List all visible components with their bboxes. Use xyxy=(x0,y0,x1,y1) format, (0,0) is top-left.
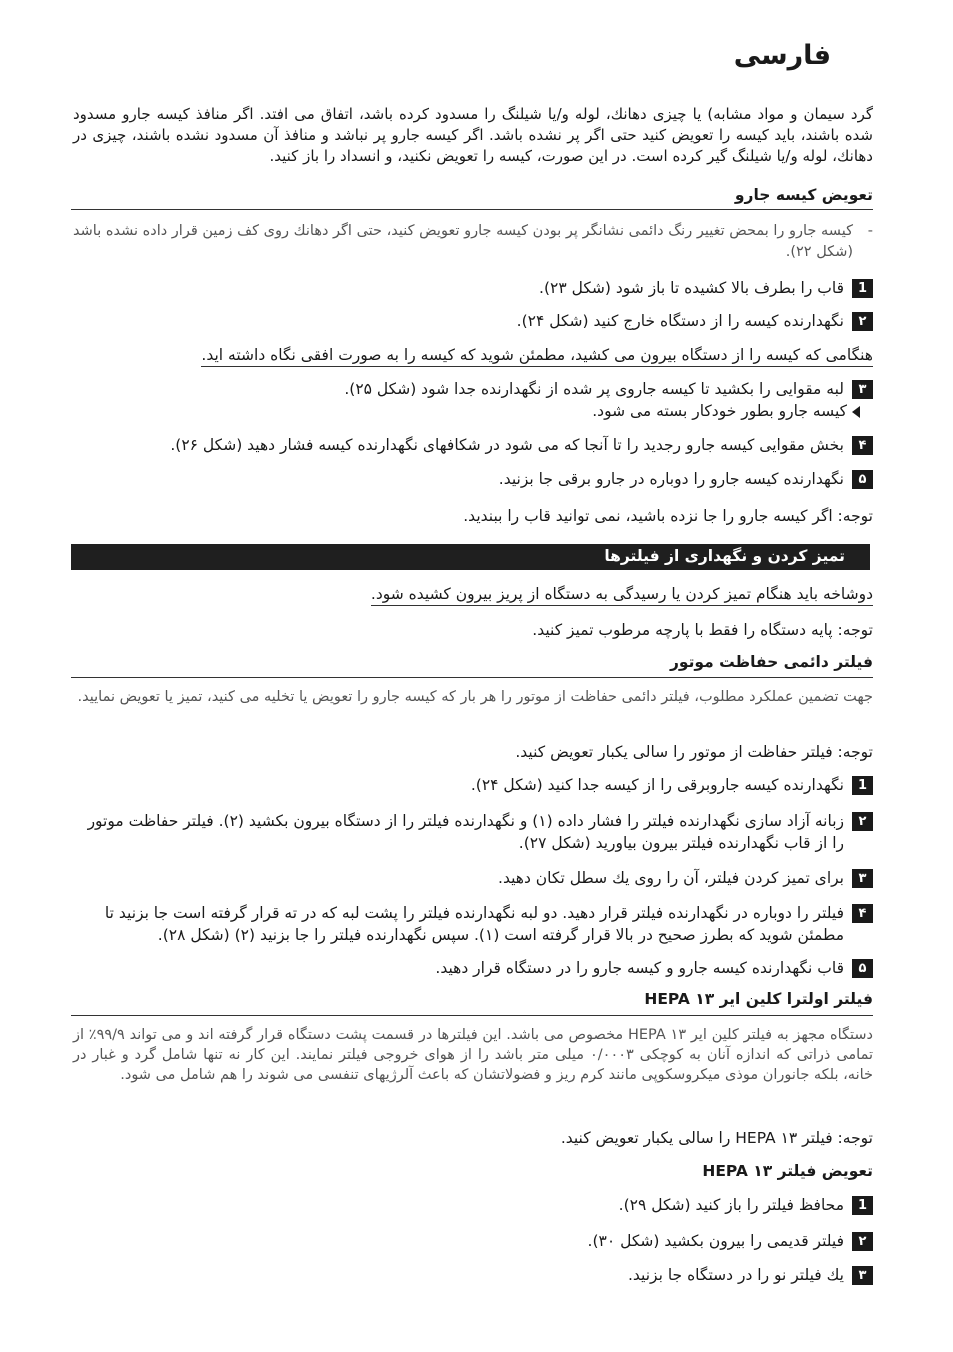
step-number: 1 xyxy=(852,776,873,795)
step-text: برای تمیز كردن فیلتر، آن را روی یك سطل تكان دهید. xyxy=(498,869,844,887)
section-intro: جهت تضمین عملكرد مطلوب، فیلتر دائمی حفاظت از موتور را هر بار كه كیسه جارو را تعویض یا تخلیه می كنید، تمیز یا تعویض نمایید. xyxy=(77,689,873,705)
step-number: ۲ xyxy=(852,1232,873,1251)
note-text: توجه: فیلتر HEPA ۱۳ را سالی یكبار تعویض كنید. xyxy=(560,1129,873,1147)
step-text: محافظ فیلتر را باز كنید (شكل ۲۹). xyxy=(618,1196,844,1214)
note-text: توجه: پایه دستگاه را فقط با پارچه مرطوب تمیز كنید. xyxy=(532,621,873,639)
step-number: ۵ xyxy=(852,959,873,978)
step-number: ۴ xyxy=(852,436,873,455)
step-text: بخش مقوایی كیسه جارو رجدید را تا آنجا كه می شود در شكافهای نگهدارنده كیسه فشار دهید (شكل ۲۶). xyxy=(170,436,844,454)
subsection-heading-hepa-replace: تعویض فیلتر HEPA ۱۳ xyxy=(702,1162,873,1180)
step-text: نگهدارنده كیسه جارو را دوباره در جارو برقی جا بزنید. xyxy=(498,470,844,488)
step-number: ۳ xyxy=(852,869,873,888)
warning-underlined: هنگامی كه كیسه را از دستگاه بیرون می كشید، مطمئن شوید كه كیسه را به صورت افقی نگاه داشته اید. xyxy=(201,346,873,367)
section-bar-title: تمیز كردن و نگهداری از فیلترها xyxy=(604,547,845,565)
step-text: زبانه آزاد سازی نگهدارنده فیلتر را فشار داده (۱) و نگهدارنده فیلتر را از دستگاه بیرون بكشید (۲). فیلتر حفاظت موتور را از قاب نگهدارنده فیلتر بیرون بیاورید (شكل ۲۷). xyxy=(87,812,844,852)
section-heading-hepa-filter: فیلتر اولترا كلین ایر HEPA ۱۳ xyxy=(644,990,873,1008)
step-4 xyxy=(73,902,873,946)
step-text: نگهدارنده كیسه را از دستگاه خارج كنید (شكل ۲۴). xyxy=(516,312,844,330)
step-2 xyxy=(73,310,873,332)
step-5 xyxy=(73,957,873,979)
step-1 xyxy=(73,277,873,299)
step-text xyxy=(73,378,848,422)
step-text: قاب نگهدارنده كیسه جارو و كیسه جارو را در دستگاه قرار دهید. xyxy=(435,959,844,977)
intro-paragraph: گرد سیمان و مواد مشابه) یا چیزی دهانك، لوله و/یا شیلنگ را مسدود كرده باشد، اتفاق می افتد. اگر منافذ كیسه جارو مسدود شده باشند، باید كیسه را تعویض كنید حتی اگر پر نشده باشد. اگر كیسه جارو پر نباشد و منافذ آن مسدود نشده باشند، چیزی در دهانك، لوله و/یا شیلنگ گیر كرده است. در این صورت، كیسه را تعویض نكنید، و انسداد را باز كنید. xyxy=(73,105,873,165)
step-1 xyxy=(73,774,873,796)
step-1 xyxy=(73,1194,873,1216)
heading-rule xyxy=(71,1015,873,1016)
step-number: 1 xyxy=(852,279,873,298)
note-text: توجه: فیلتر حفاظت از موتور را سالی یكبار تعویض كنید. xyxy=(515,743,873,761)
step-text: قاب را بطرف بالا كشیده تا باز شود (شكل ۲۳). xyxy=(539,279,844,297)
step-5 xyxy=(73,468,873,490)
step-3 xyxy=(73,378,873,422)
warning-underlined: دوشاخه باید هنگام تمیز كردن یا رسیدگی به دستگاه از پریز بیرون كشیده شود. xyxy=(371,585,873,606)
result-arrow-icon xyxy=(852,406,860,418)
step-3 xyxy=(73,867,873,889)
step-text: فیلتر قدیمی را بیرون بكشید (شكل ۳۰). xyxy=(587,1232,844,1250)
section-heading-motor-filter: فیلتر دائمی حفاظت موتور xyxy=(669,653,873,671)
dash-marker: - xyxy=(867,223,873,239)
note-text: توجه: اگر كیسه جارو را جا نزده باشید، نمی توانید قاب را ببندید. xyxy=(463,507,873,525)
heading-rule xyxy=(71,209,873,210)
bullet-item xyxy=(73,221,873,263)
step-text: فیلتر را دوباره در نگهدارنده فیلتر قرار دهید. دو لبه نگهدارنده فیلتر را پشت لبه كه در ته قرار گرفته است جا بزنید تا مطمئن شوید كه بطرز صحیح در بالا قرار گرفته است (۱). سپس نگهدارنده فیلتر را جا بزنید (۲) (شكل ۲۸). xyxy=(104,904,844,944)
heading-rule xyxy=(71,677,873,678)
step-2 xyxy=(73,1230,873,1252)
step-main-text: لبه مقوایی را بكشید تا كیسه جاروی پر شده از نگهدارنده جدا شود (شكل ۲۵). xyxy=(344,380,844,398)
bullet-text: كیسه جارو را بمحض تغییر رنگ دائمی نشانگر پر بودن كیسه جارو تعویض كنید، حتی اگر دهانك روی كف زمین قرار داده نشده باشد (شكل ۲۲). xyxy=(73,223,853,260)
language-title: فارسی xyxy=(733,40,831,71)
step-2 xyxy=(73,810,873,854)
step-number: ۴ xyxy=(852,904,873,923)
step-text: نگهدارنده كیسه جاروبرقی را از كیسه جدا كنید (شكل ۲۴). xyxy=(470,776,844,794)
step-number: ۳ xyxy=(852,380,873,399)
step-number: 1 xyxy=(852,1196,873,1215)
step-4 xyxy=(73,434,873,456)
step-number: ۵ xyxy=(852,470,873,489)
section-bar-filters xyxy=(71,544,870,570)
section-intro: دستگاه مجهز به فیلتر كلین ایر HEPA ۱۳ مخصوص می باشد. این فیلترها در قسمت پشت دستگاه قرار گرفته اند و می تواند ۹۹/۹٪ از تمامی ذراتی كه اندازه آنان به كوچكی ۰/۰۰۰۳ میلی متر باشد را از هوای خروجی فیلتر نمایند. این كار نه تنها شامل گرد و غبار در خانه، بلكه جانوران موذی میكروسكوپی مانند كرم ریز و فضولاتشان كه باعث آلرژیهای تنفسی می شوند را هم شامل می شود. xyxy=(73,1027,874,1083)
warning-text xyxy=(73,583,873,605)
step-result-text: كیسه جارو بطور خودكار بسته می شود. xyxy=(592,402,848,420)
step-number: ۲ xyxy=(852,312,873,331)
step-number: ۳ xyxy=(852,1266,873,1285)
section-heading-bag-replacement: تعویض كیسه جارو xyxy=(734,186,873,204)
step-3 xyxy=(73,1264,873,1286)
warning-text xyxy=(73,344,873,366)
step-text: یك فیلتر نو را در دستگاه جا بزنید. xyxy=(627,1266,844,1284)
step-number: ۲ xyxy=(852,812,873,831)
